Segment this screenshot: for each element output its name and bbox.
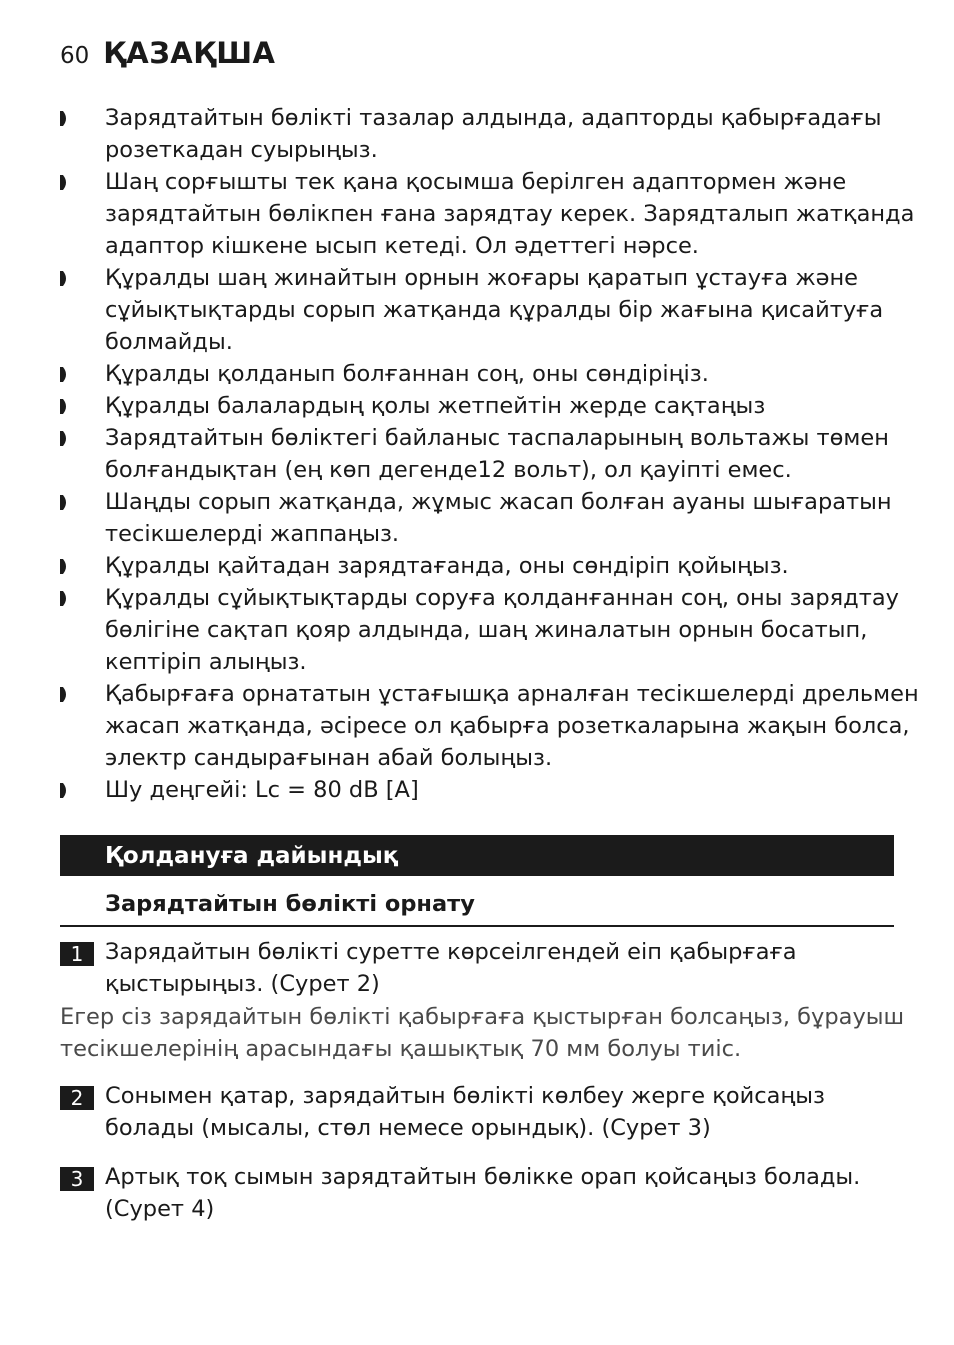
- bullet-item: [60, 166, 920, 262]
- bullet-text: Құралды сұйықтықтарды соруға қолданғаннан соң, оны зарядтау бөлігіне сақтап қояр алдында, шаң жиналатын орнын босатып, кептіріп алыңыз.: [105, 585, 899, 675]
- page-number: 60: [60, 43, 90, 69]
- step-text: Сонымен қатар, зарядайтын бөлікті көлбеу жерге қойсаңыз болады (мысалы, стөл немесе орындық). (Сурет 3): [105, 1083, 825, 1141]
- bullet-marker-icon: [60, 175, 69, 190]
- step-text: Артық тоқ сымын зарядтайтын бөлікке орап қойсаңыз болады. (Сурет 4): [105, 1164, 861, 1222]
- bullet-item: [60, 262, 920, 358]
- step-text: Зарядайтын бөлікті суретте көрсеілгендей еіп қабырғаға қыстырыңыз. (Сурет 2): [105, 939, 797, 997]
- bullet-text: Шаңды сорып жатқанда, жұмыс жасап болған ауаны шығаратын тесікшелерді жаппаңыз.: [105, 489, 892, 547]
- bullet-text: Қабырғаға орнататын ұстағышқа арналған тесікшелерді дрельмен жасап жатқанда, әсіресе ол қабырға розеткаларына жақын болса, электр сандырағынан абай болыңыз.: [105, 681, 919, 771]
- bullet-marker-icon: [60, 399, 69, 414]
- page-header: [60, 36, 276, 70]
- language-title: ҚАЗАҚША: [103, 36, 276, 70]
- safety-bullet-list: [60, 102, 920, 806]
- step-2: [60, 1080, 920, 1144]
- bullet-marker-icon: [60, 271, 69, 286]
- bullet-marker-icon: [60, 495, 69, 510]
- bullet-item: [60, 550, 920, 582]
- bullet-marker-icon: [60, 559, 69, 574]
- bullet-marker-icon: [60, 783, 69, 798]
- bullet-item: [60, 358, 920, 390]
- bullet-item: [60, 390, 920, 422]
- step-note: Егер сіз зарядайтын бөлікті қабырғаға қыстырған болсаңыз, бұрауыш тесікшелерінің арасындағы қашықтық 70 мм болуы тиіс.: [60, 1004, 905, 1062]
- bullet-item: [60, 774, 920, 806]
- bullet-item: [60, 582, 920, 678]
- bullet-item: [60, 422, 920, 486]
- step-number-badge: 3: [60, 1167, 94, 1191]
- bullet-item: [60, 486, 920, 550]
- bullet-text: Шу деңгейі: Lc = 80 dB [A]: [105, 777, 419, 803]
- bullet-text: Шаң сорғышты тек қана қосымша берілген адаптормен және зарядтайтын бөлікпен ғана зарядтау керек. Зарядталып жатқанда адаптор кішкене ысып кетеді. Ол әдеттегі нәрсе.: [105, 169, 915, 259]
- step-number-badge: 1: [60, 942, 94, 966]
- bullet-marker-icon: [60, 367, 69, 382]
- bullet-item: [60, 678, 920, 774]
- bullet-text: Құралды шаң жинайтын орнын жоғары қаратып ұстауға және сұйықтықтарды сорып жатқанда құралды бір жағына қисайтуға болмайды.: [105, 265, 884, 355]
- step-3: [60, 1161, 920, 1225]
- subsection-title: Зарядтайтын бөлікті орнату: [105, 891, 475, 917]
- bullet-text: Құралды балалардың қолы жетпейтін жерде сақтаңыз: [105, 393, 766, 419]
- bullet-marker-icon: [60, 687, 69, 702]
- step-number-badge: 2: [60, 1086, 94, 1110]
- bullet-marker-icon: [60, 431, 69, 446]
- step-1: [60, 936, 920, 1000]
- bullet-item: [60, 102, 920, 166]
- bullet-text: Құралды қолданып болғаннан соң, оны сөндіріңіз.: [105, 361, 709, 387]
- bullet-marker-icon: [60, 111, 69, 126]
- section-title: Қолдануға дайындық: [105, 843, 399, 869]
- bullet-text: Құралды қайтадан зарядтағанда, оны сөндіріп қойыңыз.: [105, 553, 789, 579]
- bullet-text: Зарядтайтын бөлікті тазалар алдында, адапторды қабырғадағы розеткадан суырыңыз.: [105, 105, 882, 163]
- bullet-marker-icon: [60, 591, 69, 606]
- subsection-divider: [60, 925, 894, 927]
- bullet-text: Зарядтайтын бөліктегі байланыс таспаларының вольтажы төмен болғандықтан (ең көп дегенде12 вольт), ол қауіпті емес.: [105, 425, 889, 483]
